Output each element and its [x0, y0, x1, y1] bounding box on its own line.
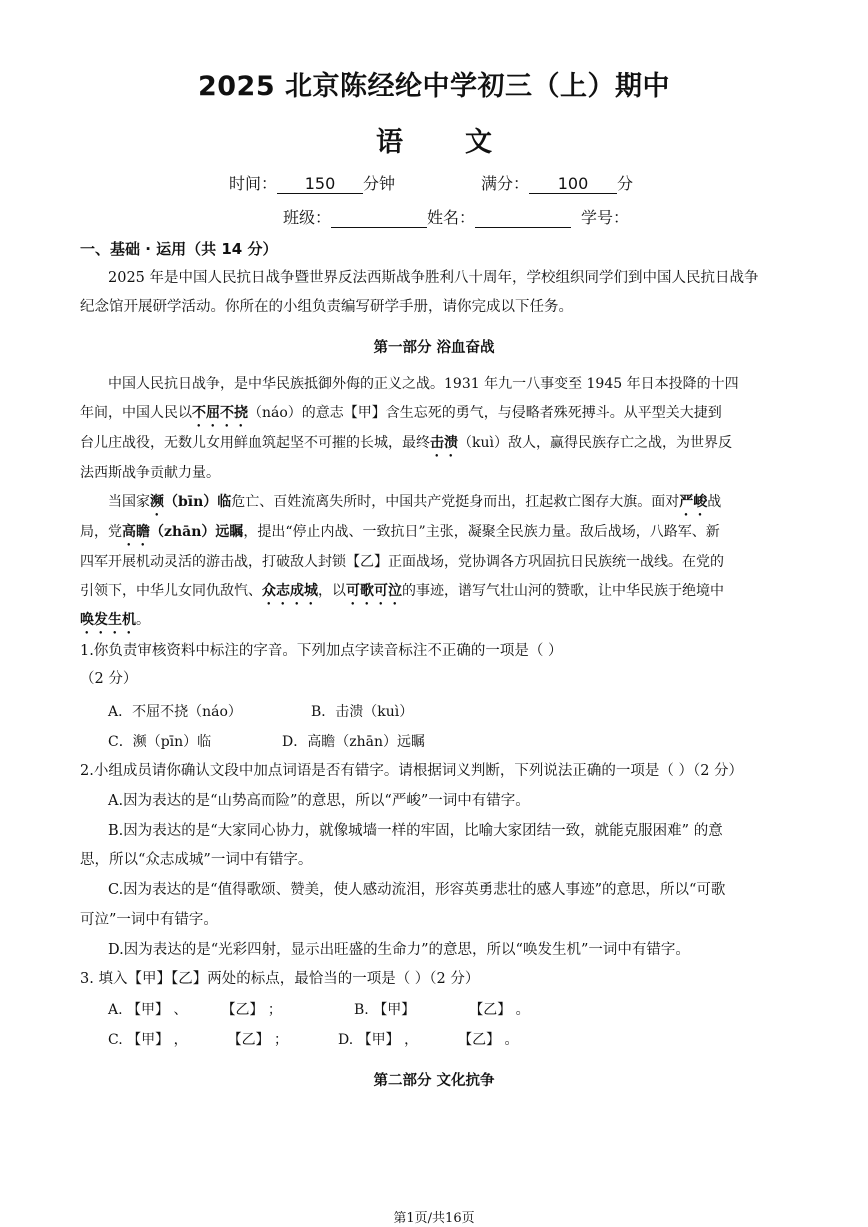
question-3-option-d[interactable]: D. 【甲】 ， 【乙】 。	[338, 1032, 519, 1048]
question-3-stem: 3. 填入【甲】【乙】两处的标点，最恰当的一项是（ ）（2 分）	[80, 971, 480, 987]
dotted-word-bin: 濒	[150, 494, 164, 510]
question-2-option-a[interactable]: A.因为表达的是“山势高而险”的意思，所以“严峻”一词中有错字。	[108, 793, 530, 809]
id-label: 学号：	[581, 208, 630, 227]
part1-title: 第一部分 浴血奋战	[373, 340, 495, 356]
score-row	[481, 171, 633, 194]
passage-line: 年间，中国人民以不屈不挠（náo）的意志【甲】含生忘死的勇气，与侵略者殊死搏斗。从平型关大捷到	[80, 405, 722, 421]
question-1-score: （2 分）	[80, 671, 138, 687]
section-heading: 一、基础 · 运用（共 14 分）	[80, 240, 278, 258]
dotted-word-yanjun: 严峻	[679, 494, 708, 510]
question-2-option-d[interactable]: D.因为表达的是“光彩四射，显示出旺盛的生命力”的意思，所以“唤发生机”一词中有错字。	[108, 942, 690, 958]
question-2-option-b[interactable]: B.因为表达的是“大家同心协力，就像城墙一样的牢固，比喻大家团结一致，就能克服困难” 的意	[108, 823, 723, 839]
class-field[interactable]	[331, 209, 427, 228]
time-row	[229, 171, 395, 194]
dotted-word-gaozhan: 高瞻	[122, 524, 150, 540]
passage-line: 法西斯战争贡献力量。	[80, 465, 220, 481]
dotted-word-huanfashengji: 唤发生机	[80, 612, 136, 628]
page-number: 第1页/共16页	[393, 1211, 475, 1226]
name-label: 姓名：	[427, 208, 476, 227]
question-2-option-c-cont: 可泣”一词中有错字。	[80, 912, 218, 928]
subject-char-2: 文	[465, 127, 492, 158]
passage-line: 台儿庄战役，无数儿女用鲜血筑起坚不可摧的长城，最终击溃（kuì）敌人，赢得民族存亡之战，为世界反	[80, 435, 732, 451]
time-value: 150	[277, 175, 363, 194]
dotted-word-buqubunao: 不屈不挠	[192, 405, 248, 421]
name-field[interactable]	[475, 209, 571, 228]
question-3-option-a[interactable]: A. 【甲】 、 【乙】 ；	[108, 1002, 282, 1018]
question-2-option-b-cont: 思，所以“众志成城”一词中有错字。	[80, 852, 313, 868]
intro-line-1: 2025 年是中国人民抗日战争暨世界反法西斯战争胜利八十周年，学校组织同学们到中国人民抗日战争	[108, 270, 759, 286]
passage-line: 中国人民抗日战争，是中华民族抵御外侮的正义之战。1931 年九一八事变至 1945 年日本投降的十四	[108, 376, 739, 392]
intro-line-2: 纪念馆开展研学活动。你所在的小组负责编写研学手册，请你完成以下任务。	[80, 299, 573, 315]
passage-line: 当国家濒（bīn）临危亡、百姓流离失所时，中国共产党挺身而出，扛起救亡图存大旗。面对严峻战	[108, 494, 722, 510]
time-unit: 分钟	[363, 174, 396, 193]
dotted-word-zhongzhichengcheng: 众志成城	[262, 583, 318, 599]
question-1-option-d[interactable]: D．高瞻（zhān）远瞩	[282, 734, 425, 750]
question-3-option-c[interactable]: C. 【甲】 ， 【乙】 ；	[108, 1032, 289, 1048]
exam-title: 2025 北京陈经纶中学初三（上）期中	[197, 71, 671, 102]
part2-title: 第二部分 文化抗争	[373, 1073, 495, 1089]
score-label: 满分：	[481, 174, 530, 193]
question-1-stem: 1.你负责审核资料中标注的字音。下列加点字读音标注不正确的一项是（ ）	[80, 643, 563, 659]
dotted-word-jikui: 击溃	[430, 435, 458, 451]
dotted-word-kegekeqi: 可歌可泣	[346, 583, 402, 599]
subject-char-1: 语	[376, 127, 403, 158]
question-1-option-b[interactable]: B．击溃（kuì）	[311, 704, 414, 720]
time-label: 时间：	[229, 174, 278, 193]
class-label: 班级：	[283, 208, 332, 227]
question-2-option-c[interactable]: C.因为表达的是“值得歌颂、赞美，使人感动流泪，形容英勇悲壮的感人事迹”的意思，所以“可歌	[108, 882, 726, 898]
question-1-option-c[interactable]: C．濒（pīn）临	[108, 734, 212, 750]
question-2-stem: 2.小组成员请你确认文段中加点词语是否有错字。请根据词义判断，下列说法正确的一项是（ ）（2 分）	[80, 763, 744, 779]
subject-title	[0, 120, 868, 159]
question-3-option-b[interactable]: B. 【甲】 【乙】 。	[354, 1002, 530, 1018]
student-info-row	[283, 205, 629, 228]
question-1-option-a[interactable]: A．不屈不挠（náo）	[108, 704, 242, 720]
passage-line: 唤发生机。	[80, 612, 150, 628]
passage-line: 引领下，中华儿女同仇敌忾、众志成城，以可歌可泣的事迹，谱写气壮山河的赞歌，让中华民族于绝境中	[80, 583, 724, 599]
score-value: 100	[529, 175, 617, 194]
passage-line: 四军开展机动灵活的游击战，打破敌人封锁【乙】正面战场，党协调各方巩固抗日民族统一战线。在党的	[80, 554, 724, 570]
passage-line: 局，党高瞻（zhān）远瞩，提出“停止内战、一致抗日”主张，凝聚全民族力量。敌后战场，八路军、新	[80, 524, 720, 540]
score-unit: 分	[617, 174, 634, 193]
